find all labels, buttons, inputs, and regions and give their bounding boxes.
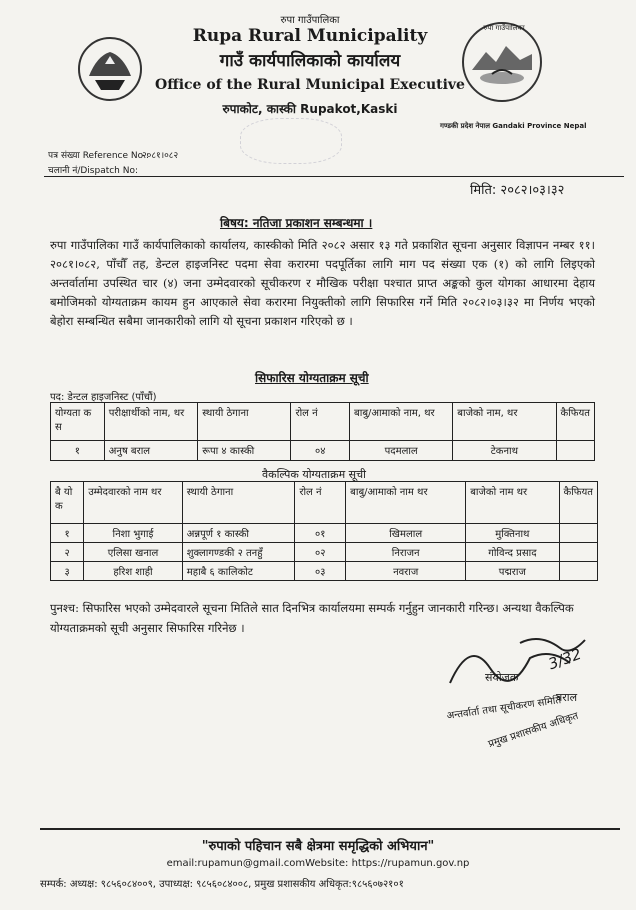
table-cell: अन्नपूर्ण १ कास्की xyxy=(182,524,295,543)
table-cell: पदमलाल xyxy=(350,441,453,461)
table-cell: खिमलाल xyxy=(346,524,466,543)
office-en: Office of the Rural Municipal Executive xyxy=(155,77,465,93)
header-cell: रोल नं xyxy=(291,403,350,441)
table-cell xyxy=(556,441,594,461)
table-row xyxy=(51,562,598,581)
table-cell: ३ xyxy=(51,562,84,581)
header-cell: बाजेको नाम थर xyxy=(466,482,559,524)
alt-title: वैकल्पिक योग्यताक्रम सूची xyxy=(262,468,366,481)
table-cell: नवराज xyxy=(346,562,466,581)
header-cell: बाबु/आमाको नाम थर xyxy=(346,482,466,524)
office-stamp xyxy=(240,118,342,164)
table-cell xyxy=(559,543,597,562)
footer-contact: email:rupamun@gmail.comWebsite: https://rupamun.gov.np xyxy=(166,858,470,869)
table-cell: मुक्तिनाथ xyxy=(466,524,559,543)
table-cell: २ xyxy=(51,543,84,562)
table-cell: ०३ xyxy=(295,562,346,581)
address: रुपाकोट, कास्की Rupakot,Kaski xyxy=(222,102,398,116)
alternative-table xyxy=(50,481,598,581)
table-cell: एलिसा खनाल xyxy=(84,543,183,562)
province-label: गण्डकी प्रदेश नेपाल Gandaki Province Nepal xyxy=(440,122,587,130)
table-cell xyxy=(559,562,597,581)
table-cell: ०१ xyxy=(295,524,346,543)
reference-value: २०८१।०८२ xyxy=(142,151,179,161)
header-cell: स्थायी ठेगाना xyxy=(182,482,295,524)
merit-table xyxy=(50,402,595,461)
footer-phones: सम्पर्क: अध्यक्ष: ९८५६०८४००९, उपाध्यक्ष: ९८५६०८४००८, प्रमुख प्रशासकीय अधिकृत:९८५६०७२१०१ xyxy=(40,879,404,890)
alt-table-header xyxy=(51,482,598,524)
table-cell: निशा भुगाई xyxy=(84,524,183,543)
signature-name: बराल xyxy=(556,691,578,704)
header-cell: बाजेको नाम, थर xyxy=(453,403,556,441)
footer-divider xyxy=(40,828,620,830)
body-paragraph: रुपा गाउँपालिका गाउँ कार्यपालिकाको कार्यालय, कास्कीको मिति २०८२ असार १३ गते प्रकाशित सूचना अनुसार विज्ञापन नम्बर ११।२०८१।०८२, पाँचौँ तह, डेन्टल हाइजनिस्ट पदमा सेवा करारमा पदपूर्तिका लागि माग पद संख्या एक (१) को लागि लिइएको अन्तर्वार्तामा उपस्थित चार (४) जना उम्मेदवारको सूचीकरण र मौखिक परीक्षा पश्चात प्राप्त अङ्कको कुल योगका आधारमा देहाय बमोजिमको योग्यताक्रम कायम हुन आएकाले सेवा करारमा नियुक्तीको लागि सिफारिस गर्ने मिति २०८२।०३।३२ मा निर्णय भएको बेहोरा सम्बन्धित सबैमा जानकारीको लागि यो सूचना प्रकाशन गरिएको छ । xyxy=(50,238,595,328)
table-row xyxy=(51,441,595,461)
table-cell xyxy=(559,524,597,543)
document-date: मिति: २०८२।०३।३२ xyxy=(470,183,565,198)
reference-label: पत्र संख्या Reference No : xyxy=(48,151,150,161)
header-cell: कैफियत xyxy=(556,403,594,441)
header-cell: बै यो क xyxy=(51,482,84,524)
table-cell: गोविन्द प्रसाद xyxy=(466,543,559,562)
merit-title: सिफारिस योग्यताक्रम सूची xyxy=(255,371,369,385)
office-ne: गाउँ कार्यपालिकाको कार्यालय xyxy=(219,51,401,71)
header-divider xyxy=(44,176,624,177)
header-cell: बाबु/आमाको नाम, थर xyxy=(350,403,453,441)
table-cell: महाबै ६ कालिकोट xyxy=(182,562,295,581)
table-cell: शुक्लागण्डकी २ तनहुँ xyxy=(182,543,295,562)
header-cell: योग्यता क स xyxy=(51,403,105,441)
merit-table-header xyxy=(51,403,595,441)
signature-role-cao: प्रमुख प्रशासकीय अधिकृत xyxy=(487,710,580,751)
header-cell: उम्मेदवारको नाम थर xyxy=(84,482,183,524)
signature-role-coordinator: संयोजक xyxy=(485,671,519,684)
table-cell: हरिश शाही xyxy=(84,562,183,581)
postscript: पुनश्च: सिफारिस भएको उम्मेदवारले सूचना मितिले सात दिनभित्र कार्यालयमा सम्पर्क गर्नुहुन जानकारी गरिन्छ। अन्यथा वैकल्पिक योग्यताक्रमको सूची अनुसार सिफारिस गरिनेछ । xyxy=(50,601,574,635)
table-cell: अनुष बराल xyxy=(104,441,197,461)
sign-date: 3/32 xyxy=(545,644,584,674)
header-cell: स्थायी ठेगाना xyxy=(198,403,291,441)
table-cell: १ xyxy=(51,441,105,461)
nepal-emblem-logo xyxy=(75,34,145,104)
right-logo-text: रुपा गाउँपालिका xyxy=(483,24,525,32)
footer-slogan: "रुपाको पहिचान सबै क्षेत्रमा समृद्धिको अभियान" xyxy=(201,839,435,854)
subject-line: बिषय: नतिजा प्रकाशन सम्बन्धमा । xyxy=(220,216,373,230)
table-cell: निराजन xyxy=(346,543,466,562)
table-cell: पद्मराज xyxy=(466,562,559,581)
table-cell: १ xyxy=(51,524,84,543)
table-cell: ०२ xyxy=(295,543,346,562)
table-row xyxy=(51,524,598,543)
post-label: पद: डेन्टल हाइजनिस्ट (पाँचौं) xyxy=(50,392,157,403)
header-cell: कैफियत xyxy=(559,482,597,524)
table-cell: ०४ xyxy=(291,441,350,461)
signature-role-committee: अन्तर्वार्ता तथा सूचीकरण समिति xyxy=(446,695,562,722)
table-row xyxy=(51,543,598,562)
dispatch-label: चलानी नं/Dispatch No: xyxy=(48,166,139,176)
header-cell: परीक्षार्थीको नाम, थर xyxy=(104,403,197,441)
handwritten-signature xyxy=(430,628,610,708)
header-cell: रोल नं xyxy=(295,482,346,524)
table-cell: टेकनाथ xyxy=(453,441,556,461)
table-cell: रूपा ४ कास्की xyxy=(198,441,291,461)
municipality-en: Rupa Rural Municipality xyxy=(192,26,428,46)
municipality-ne: रुपा गाउँपालिका xyxy=(280,15,340,26)
